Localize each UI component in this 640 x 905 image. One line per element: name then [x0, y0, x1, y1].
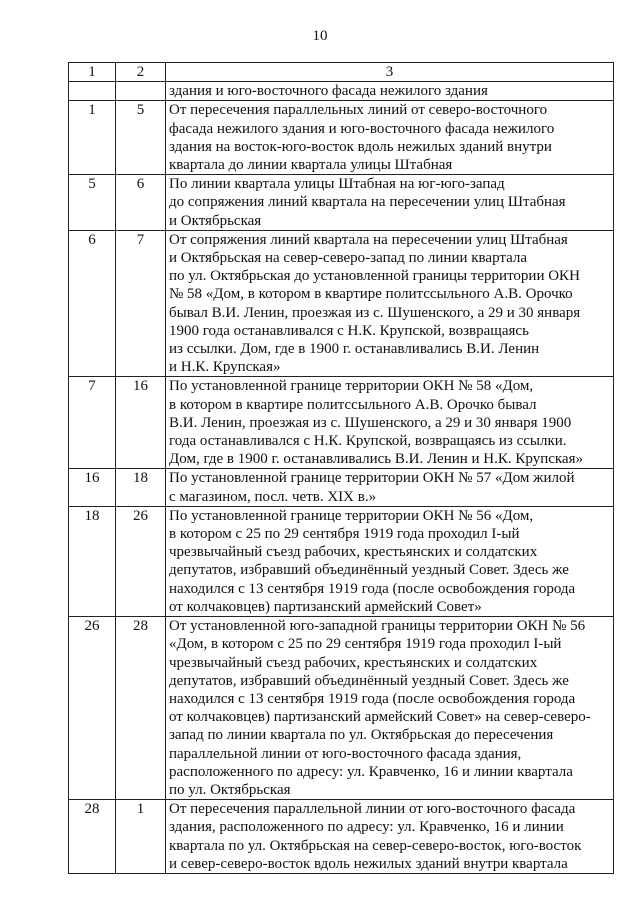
- description-line: по ул. Октябрьская: [169, 781, 291, 798]
- description-line: По установленной границе территории ОКН № 56 «Дом,: [169, 507, 534, 524]
- boundary-description-cell: [166, 617, 614, 800]
- point-from-cell: 26: [69, 617, 116, 800]
- description-line: из ссылки. Дом, где в 1900 г. останавливались В.И. Ленин: [169, 341, 540, 358]
- description-line: квартала до линии квартала улицы Штабная: [169, 157, 453, 174]
- table-row: [69, 800, 614, 874]
- description-line: Дом, где в 1900 г. останавливались В.И. Ленин и Н.К. Крупская»: [169, 451, 583, 468]
- boundary-description-cell: [166, 82, 614, 101]
- description-line: квартала по ул. Октябрьская на север-северо-восток, юго-восток: [169, 837, 582, 854]
- description-line: находился с 13 сентября 1919 года (после освобождения города: [169, 690, 576, 707]
- boundary-description-cell: [166, 175, 614, 231]
- description-line: По установленной границе территории ОКН № 58 «Дом,: [169, 378, 534, 395]
- point-from-cell: 28: [69, 800, 116, 874]
- table-row: [69, 175, 614, 231]
- table-row: [69, 101, 614, 175]
- description-line: От пересечения параллельных линий от северо-восточного: [169, 102, 548, 119]
- description-line: по ул. Октябрьская до установленной границы территории ОКН: [169, 268, 580, 285]
- column-header-from: 1: [69, 63, 116, 82]
- boundary-table: [68, 62, 614, 874]
- description-line: года останавливался с Н.К. Крупской, возвращаясь из ссылки.: [169, 433, 567, 450]
- point-from-cell: 5: [69, 175, 116, 231]
- description-line: По установленной границе территории ОКН № 57 «Дом жилой: [169, 470, 575, 487]
- description-line: «Дом, в котором с 25 по 29 сентября 1919 года проходил I-ый: [169, 636, 562, 653]
- boundary-description-cell: [166, 800, 614, 874]
- description-line: 1900 года останавливался с Н.К. Крупской, возвращаясь: [169, 322, 529, 339]
- point-from-cell: 18: [69, 506, 116, 616]
- point-to-cell: 28: [116, 617, 166, 800]
- description-line: до сопряжения линий квартала на пересечении улиц Штабная: [169, 194, 566, 211]
- table-row: [69, 506, 614, 616]
- description-line: запад по линии квартала по ул. Октябрьская до пересечения: [169, 727, 554, 744]
- point-to-cell: [116, 82, 166, 101]
- description-line: фасада нежилого здания и юго-восточного фасада нежилого: [169, 120, 555, 137]
- point-to-cell: 7: [116, 230, 166, 377]
- description-line: № 58 «Дом, в котором в квартире политссыльного А.В. Орочко: [169, 286, 573, 303]
- point-from-cell: 6: [69, 230, 116, 377]
- boundary-description-cell: [166, 101, 614, 175]
- point-to-cell: 1: [116, 800, 166, 874]
- boundary-description-cell: [166, 377, 614, 469]
- table-row: [69, 469, 614, 506]
- description-line: здания на восток-юго-восток вдоль нежилых зданий внутри: [169, 138, 552, 155]
- table-row: [69, 82, 614, 101]
- description-line: бывал В.И. Ленин, проезжая из с. Шушенского, а 29 и 30 января: [169, 304, 581, 321]
- point-from-cell: 16: [69, 469, 116, 506]
- table-row: [69, 230, 614, 377]
- description-line: расположенного по адресу: ул. Кравченко, 16 и линии квартала: [169, 763, 573, 780]
- point-to-cell: 16: [116, 377, 166, 469]
- table-row: [69, 617, 614, 800]
- description-line: В.И. Ленин, проезжая из с. Шушенского, а 29 и 30 января 1900: [169, 414, 572, 431]
- description-line: От пересечения параллельной линии от юго-восточного фасада: [169, 801, 576, 818]
- description-line: чрезвычайный съезд рабочих, крестьянских и солдатских: [169, 654, 538, 671]
- point-to-cell: 6: [116, 175, 166, 231]
- page-number: 10: [312, 28, 328, 44]
- description-line: По линии квартала улицы Штабная на юг-юго-запад: [169, 176, 505, 193]
- column-header-description: 3: [166, 63, 614, 82]
- description-line: и север-северо-восток вдоль нежилых зданий внутри квартала: [169, 855, 568, 872]
- description-line: От установленной юго-западной границы территории ОКН № 56: [169, 618, 586, 635]
- description-line: депутатов, избравший объединённый уездный Совет. Здесь же: [169, 562, 569, 579]
- description-line: в котором с 25 по 29 сентября 1919 года проходил I-ый: [169, 526, 520, 543]
- description-line: чрезвычайный съезд рабочих, крестьянских и солдатских: [169, 544, 538, 561]
- column-header-to: 2: [116, 63, 166, 82]
- description-line: параллельной линии от юго-восточного фасада здания,: [169, 745, 522, 762]
- point-from-cell: 7: [69, 377, 116, 469]
- description-line: депутатов, избравший объединённый уездный Совет. Здесь же: [169, 672, 569, 689]
- table-header-row: [69, 63, 614, 82]
- description-line: От сопряжения линий квартала на пересечении улиц Штабная: [169, 231, 568, 248]
- table-row: [69, 377, 614, 469]
- point-from-cell: [69, 82, 116, 101]
- boundary-description-cell: [166, 469, 614, 506]
- description-line: здания, расположенного по адресу: ул. Кравченко, 16 и линии: [169, 819, 564, 836]
- point-from-cell: 1: [69, 101, 116, 175]
- description-line: от колчаковцев) партизанский армейский Совет» на север-северо-: [169, 709, 591, 726]
- description-line: и Октябрьская на север-северо-запад по линии квартала: [169, 250, 528, 267]
- description-line: с магазином, посл. четв. XIX в.»: [169, 488, 377, 505]
- description-line: находился с 13 сентября 1919 года (после освобождения города: [169, 580, 576, 597]
- boundary-description-cell: [166, 230, 614, 377]
- description-line: и Н.К. Крупская»: [169, 359, 281, 376]
- point-to-cell: 26: [116, 506, 166, 616]
- description-line: и Октябрьская: [169, 212, 262, 229]
- point-to-cell: 5: [116, 101, 166, 175]
- description-line: здания и юго-восточного фасада нежилого здания: [169, 83, 488, 100]
- description-line: от колчаковцев) партизанский армейский Совет»: [169, 598, 482, 615]
- description-line: в котором в квартире политссыльного А.В. Орочко бывал: [169, 396, 537, 413]
- boundary-description-cell: [166, 506, 614, 616]
- point-to-cell: 18: [116, 469, 166, 506]
